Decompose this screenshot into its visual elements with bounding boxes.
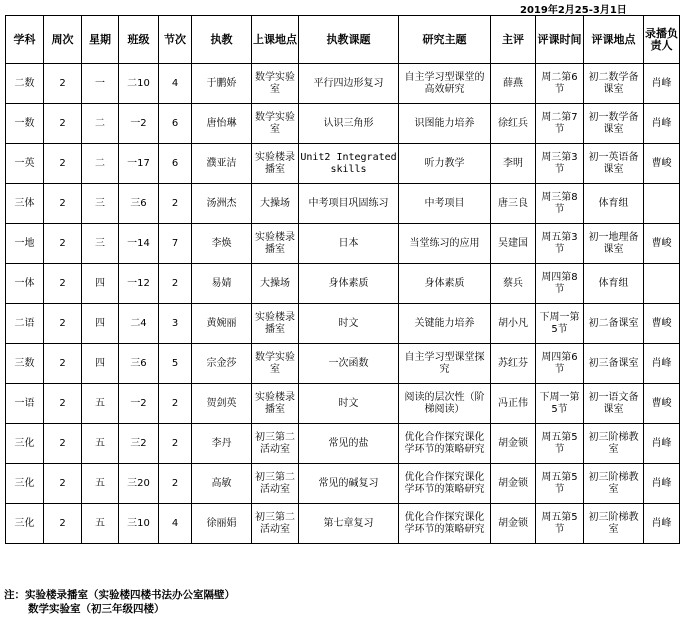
table-cell: 6: [159, 144, 192, 184]
header-cell: 上课地点: [252, 16, 299, 64]
table-cell: 二数: [6, 64, 44, 104]
table-cell: 优化合作探究课化学环节的策略研究: [399, 464, 491, 504]
table-cell: 周三第3节: [536, 144, 584, 184]
table-cell: 自主学习型课堂的高效研究: [399, 64, 491, 104]
table-cell: 三体: [6, 184, 44, 224]
table-cell: 实验楼录播室: [252, 144, 299, 184]
table-cell: 胡金锁: [491, 464, 536, 504]
table-cell: 曹峻: [644, 144, 680, 184]
table-cell: 大操场: [252, 184, 299, 224]
table-cell: 三2: [119, 424, 159, 464]
schedule-table: [5, 15, 680, 544]
table-cell: 2: [44, 64, 82, 104]
table-cell: 4: [159, 64, 192, 104]
table-cell: 初三阶梯教室: [584, 504, 644, 544]
table-cell: 初三阶梯教室: [584, 424, 644, 464]
table-cell: 2: [44, 304, 82, 344]
table-cell: 肖峰: [644, 104, 680, 144]
header-cell: 评课地点: [584, 16, 644, 64]
table-cell: 下周一第5节: [536, 304, 584, 344]
table-cell: 认识三角形: [299, 104, 399, 144]
table-cell: Unit2 Integrated skills: [299, 144, 399, 184]
table-row: [6, 344, 680, 384]
table-cell: 数学实验室: [252, 64, 299, 104]
table-cell: 体育组: [584, 184, 644, 224]
table-cell: 2: [44, 264, 82, 304]
table-cell: 周五第5节: [536, 464, 584, 504]
table-cell: 中考项目巩固练习: [299, 184, 399, 224]
table-cell: 肖峰: [644, 424, 680, 464]
table-cell: [644, 184, 680, 224]
table-cell: 一2: [119, 104, 159, 144]
table-cell: 一12: [119, 264, 159, 304]
table-cell: 三: [82, 224, 119, 264]
header-row: [6, 16, 680, 64]
table-cell: 中考项目: [399, 184, 491, 224]
table-cell: 薛燕: [491, 64, 536, 104]
table-cell: 平行四边形复习: [299, 64, 399, 104]
table-row: [6, 504, 680, 544]
table-cell: 2: [44, 464, 82, 504]
table-row: [6, 184, 680, 224]
header-cell: 学科: [6, 16, 44, 64]
table-cell: 周二第7节: [536, 104, 584, 144]
header-cell: 研究主题: [399, 16, 491, 64]
table-cell: 5: [159, 344, 192, 384]
table-cell: 李焕: [192, 224, 252, 264]
header-cell: 录播负责人: [644, 16, 680, 64]
footnotes: [4, 588, 235, 616]
table-cell: 优化合作探究课化学环节的策略研究: [399, 504, 491, 544]
table-row: [6, 424, 680, 464]
table-cell: 五: [82, 384, 119, 424]
table-cell: 周四第8节: [536, 264, 584, 304]
table-cell: 吴建国: [491, 224, 536, 264]
table-cell: 肖峰: [644, 464, 680, 504]
table-cell: 大操场: [252, 264, 299, 304]
table-cell: 于鹏娇: [192, 64, 252, 104]
table-cell: 初三第二活动室: [252, 504, 299, 544]
table-cell: 一: [82, 64, 119, 104]
table-cell: 一体: [6, 264, 44, 304]
table-cell: 2: [44, 344, 82, 384]
date-range: 2019年2月25-3月1日: [520, 5, 627, 16]
table-cell: 曹峻: [644, 224, 680, 264]
table-cell: 初三阶梯教室: [584, 464, 644, 504]
table-cell: 胡小凡: [491, 304, 536, 344]
table-cell: 识图能力培养: [399, 104, 491, 144]
table-cell: 肖峰: [644, 504, 680, 544]
table-cell: 常见的碱复习: [299, 464, 399, 504]
table-cell: 易婧: [192, 264, 252, 304]
table-cell: 一次函数: [299, 344, 399, 384]
table-cell: 周五第5节: [536, 424, 584, 464]
table-cell: 三化: [6, 424, 44, 464]
header-cell: 评课时间: [536, 16, 584, 64]
table-cell: 当堂练习的应用: [399, 224, 491, 264]
table-cell: 三数: [6, 344, 44, 384]
table-cell: 徐红兵: [491, 104, 536, 144]
table-cell: 2: [44, 144, 82, 184]
table-cell: 第七章复习: [299, 504, 399, 544]
table-cell: 4: [159, 504, 192, 544]
table-cell: 二语: [6, 304, 44, 344]
table-cell: 初二备课室: [584, 304, 644, 344]
table-cell: 初三第二活动室: [252, 424, 299, 464]
table-cell: 汤洲杰: [192, 184, 252, 224]
table-cell: 2: [159, 464, 192, 504]
table-row: [6, 144, 680, 184]
table-cell: 实验楼录播室: [252, 224, 299, 264]
table-cell: 初三备课室: [584, 344, 644, 384]
table-cell: 五: [82, 464, 119, 504]
table-cell: 周五第5节: [536, 504, 584, 544]
table-cell: 胡金锁: [491, 504, 536, 544]
table-cell: 肖峰: [644, 64, 680, 104]
table-cell: 关键能力培养: [399, 304, 491, 344]
table-cell: 2: [44, 104, 82, 144]
table-cell: 听力教学: [399, 144, 491, 184]
table-cell: 唐怡琳: [192, 104, 252, 144]
table-cell: 曹峻: [644, 384, 680, 424]
table-cell: 优化合作探究课化学环节的策略研究: [399, 424, 491, 464]
table-cell: 3: [159, 304, 192, 344]
table-cell: 周二第6节: [536, 64, 584, 104]
table-cell: 胡金锁: [491, 424, 536, 464]
table-cell: 三6: [119, 344, 159, 384]
table-cell: 四: [82, 304, 119, 344]
table-cell: 四: [82, 344, 119, 384]
table-cell: 自主学习型课堂探究: [399, 344, 491, 384]
table-cell: 一14: [119, 224, 159, 264]
table-row: [6, 304, 680, 344]
table-cell: 初一地理备课室: [584, 224, 644, 264]
table-cell: 一2: [119, 384, 159, 424]
table-cell: 2: [44, 224, 82, 264]
table-cell: 初一数学备课室: [584, 104, 644, 144]
table-cell: 时文: [299, 384, 399, 424]
table-cell: 三6: [119, 184, 159, 224]
header-cell: 星期: [82, 16, 119, 64]
table-body: [6, 64, 680, 544]
table-row: [6, 264, 680, 304]
table-cell: 三10: [119, 504, 159, 544]
table-cell: 实验楼录播室: [252, 384, 299, 424]
header-cell: 主评: [491, 16, 536, 64]
table-cell: 高敏: [192, 464, 252, 504]
table-cell: 一17: [119, 144, 159, 184]
table-cell: 日本: [299, 224, 399, 264]
table-cell: 一英: [6, 144, 44, 184]
table-cell: 二10: [119, 64, 159, 104]
table-cell: 肖峰: [644, 344, 680, 384]
table-cell: 周四第6节: [536, 344, 584, 384]
table-cell: 7: [159, 224, 192, 264]
table-cell: 一地: [6, 224, 44, 264]
table-cell: 数学实验室: [252, 104, 299, 144]
footnote-line: 数学实验室（初三年级四楼）: [28, 603, 165, 615]
table-cell: 初一英语备课室: [584, 144, 644, 184]
table-cell: 三化: [6, 464, 44, 504]
table-cell: 阅读的层次性（阶梯阅读）: [399, 384, 491, 424]
table-cell: 五: [82, 424, 119, 464]
table-cell: 李丹: [192, 424, 252, 464]
table-cell: 二: [82, 144, 119, 184]
table-cell: 一语: [6, 384, 44, 424]
table-cell: 常见的盐: [299, 424, 399, 464]
table-cell: 2: [159, 424, 192, 464]
header-cell: 周次: [44, 16, 82, 64]
table-cell: 2: [44, 384, 82, 424]
table-cell: 四: [82, 264, 119, 304]
table-row: [6, 384, 680, 424]
table-cell: 2: [159, 384, 192, 424]
table-cell: 三: [82, 184, 119, 224]
table-cell: 濮亚洁: [192, 144, 252, 184]
table-cell: 五: [82, 504, 119, 544]
table-cell: 一数: [6, 104, 44, 144]
table-cell: 三20: [119, 464, 159, 504]
table-cell: 二4: [119, 304, 159, 344]
table-cell: 二: [82, 104, 119, 144]
table-cell: 周五第3节: [536, 224, 584, 264]
table-cell: 身体素质: [299, 264, 399, 304]
table-cell: 2: [44, 424, 82, 464]
header-cell: 班级: [119, 16, 159, 64]
table-cell: 2: [44, 184, 82, 224]
header-cell: 执教: [192, 16, 252, 64]
table-cell: 体育组: [584, 264, 644, 304]
table-cell: 初三第二活动室: [252, 464, 299, 504]
table-cell: 数学实验室: [252, 344, 299, 384]
table-cell: 冯正伟: [491, 384, 536, 424]
table-cell: 曹峻: [644, 304, 680, 344]
table-cell: 6: [159, 104, 192, 144]
table-cell: [644, 264, 680, 304]
table-cell: 下周一第5节: [536, 384, 584, 424]
table-cell: 贺剑英: [192, 384, 252, 424]
header-cell: 节次: [159, 16, 192, 64]
table-cell: 蔡兵: [491, 264, 536, 304]
table-cell: 2: [159, 184, 192, 224]
table-cell: 初一语文备课室: [584, 384, 644, 424]
footnote-line: 注：实验楼录播室（实验楼四楼书法办公室隔壁）: [4, 589, 235, 601]
table-cell: 苏红芬: [491, 344, 536, 384]
table-cell: 初二数学备课室: [584, 64, 644, 104]
table-row: [6, 224, 680, 264]
table-cell: 实验楼录播室: [252, 304, 299, 344]
table-cell: 李明: [491, 144, 536, 184]
header-cell: 执教课题: [299, 16, 399, 64]
table-cell: 三化: [6, 504, 44, 544]
table-cell: 徐丽娟: [192, 504, 252, 544]
table-cell: 唐三良: [491, 184, 536, 224]
table-cell: 2: [44, 504, 82, 544]
table-cell: 宗金莎: [192, 344, 252, 384]
table-row: [6, 64, 680, 104]
table-cell: 周三第8节: [536, 184, 584, 224]
table-row: [6, 104, 680, 144]
table-cell: 2: [159, 264, 192, 304]
table-cell: 身体素质: [399, 264, 491, 304]
table-cell: 时文: [299, 304, 399, 344]
table-row: [6, 464, 680, 504]
table-cell: 黄婉丽: [192, 304, 252, 344]
